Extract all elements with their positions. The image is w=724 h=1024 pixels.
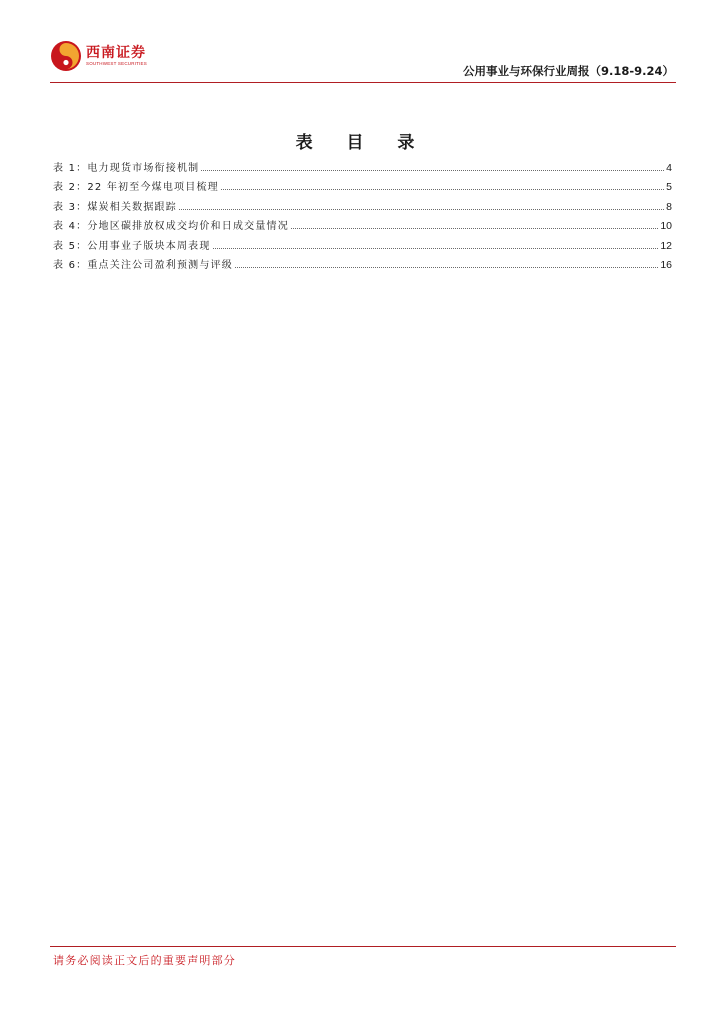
report-title: 公用事业与环保行业周报（9.18-9.24）: [462, 64, 674, 78]
toc-entry[interactable]: [53, 200, 672, 219]
toc-entry-label: 表 1：电力现货市场衔接机制: [53, 163, 200, 174]
toc-entry[interactable]: [53, 219, 672, 238]
page-header: [50, 40, 676, 82]
toc-entry[interactable]: [53, 239, 672, 258]
toc-leader-dots: [291, 228, 658, 229]
toc-entry-page: 16: [660, 258, 672, 271]
toc-entry-label: 表 4：分地区碳排放权成交均价和日成交量情况: [53, 221, 289, 233]
logo-chinese-name: 西南证券: [86, 45, 146, 61]
toc-leader-dots: [235, 267, 658, 268]
toc-entry-label: 表 5：公用事业子版块本周表现: [53, 240, 211, 252]
toc-entry-page: 5: [666, 181, 672, 194]
toc-entry-page: 4: [666, 162, 672, 174]
toc-entry-label: 表 3：煤炭相关数据跟踪: [53, 201, 177, 213]
footer-divider: [50, 946, 676, 947]
toc-leader-dots: [221, 189, 664, 190]
toc-leader-dots: [201, 170, 664, 171]
toc-entry[interactable]: [53, 180, 672, 199]
table-of-tables-title: 表 目 录: [295, 133, 429, 153]
toc-entry-page: 12: [660, 239, 672, 252]
table-of-tables: [53, 161, 672, 277]
toc-entry-page: 10: [660, 220, 672, 233]
toc-entry[interactable]: [53, 258, 672, 277]
southwest-securities-logo-icon: [50, 40, 82, 72]
footer-disclaimer: 请务必阅读正文后的重要声明部分: [53, 954, 236, 967]
company-logo: [50, 40, 147, 72]
toc-entry-label: 表 6：重点关注公司盈利预测与评级: [53, 259, 233, 271]
toc-entry-label: 表 2：22 年初至今煤电项目梳理: [53, 182, 219, 194]
toc-leader-dots: [179, 209, 664, 210]
toc-leader-dots: [213, 248, 659, 249]
logo-english-name: SOUTHWEST SECURITIES: [86, 61, 147, 66]
toc-entry[interactable]: [53, 161, 672, 180]
toc-entry-page: 8: [666, 200, 672, 213]
header-divider: [50, 82, 676, 83]
